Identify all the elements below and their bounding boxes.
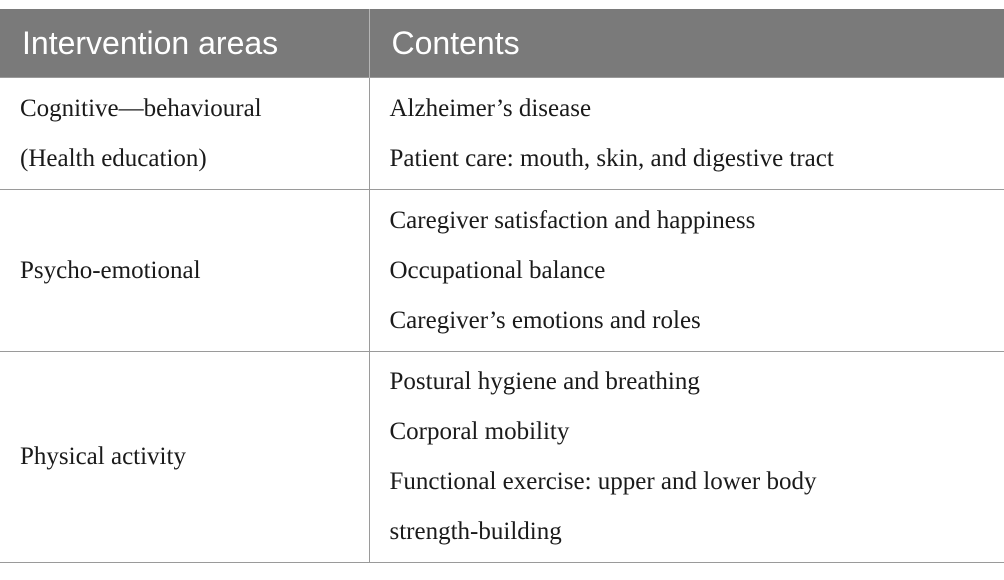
table-row [0, 190, 1004, 352]
content-line: Postural hygiene and breathing [389, 368, 700, 395]
area-line: (Health education) [20, 144, 207, 172]
area-line: Physical activity [20, 443, 186, 470]
intervention-table-container [0, 9, 1004, 563]
area-cell [0, 190, 369, 352]
header-row [0, 9, 1004, 78]
content-line: Functional exercise: upper and lower body [389, 468, 817, 495]
header-contents: Contents [369, 9, 1004, 78]
content-line: Patient care: mouth, skin, and digestive tract [389, 144, 834, 172]
area-line: Psycho-emotional [20, 256, 201, 284]
area-cell [0, 352, 369, 563]
content-line: Caregiver satisfaction and happiness [389, 206, 756, 234]
content-line: Alzheimer’s disease [389, 94, 592, 122]
table-row [0, 78, 1004, 190]
table-row [0, 352, 1004, 563]
table-body [0, 78, 1004, 563]
area-line: Cognitive—behavioural [20, 94, 262, 122]
header-intervention-areas: Intervention areas [0, 9, 369, 78]
content-line: Caregiver’s emotions and roles [389, 306, 701, 334]
contents-cell [369, 190, 1004, 352]
contents-cell [369, 352, 1004, 563]
area-cell [0, 78, 369, 190]
content-line: Corporal mobility [389, 418, 570, 445]
content-line: Occupational balance [389, 256, 606, 284]
intervention-table [0, 9, 1004, 563]
content-line: strength-building [389, 518, 562, 545]
contents-cell [369, 78, 1004, 190]
table-header [0, 9, 1004, 78]
